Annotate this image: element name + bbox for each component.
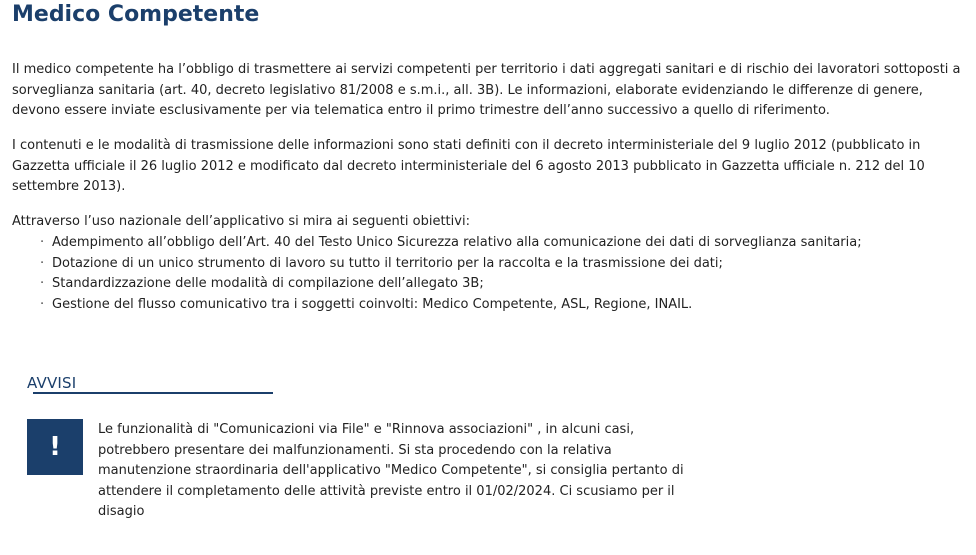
objectives-list bbox=[40, 233, 862, 315]
objectives-lead: Attraverso l’uso nazionale dell’applicativo si mira ai seguenti obiettivi: bbox=[12, 214, 470, 229]
intro-paragraph-decree: I contenuti e le modalità di trasmissione delle informazioni sono stati definiti con il decreto interministeriale del 9 luglio 2012 (pubblicato in Gazzetta ufficiale il 26 luglio 2012 e modificato dal decreto interministeriale del 6 agosto 2013 pubblicato in Gazzetta ufficiale n. 212 del 10 settembre 2013). bbox=[12, 138, 925, 194]
exclamation-icon: ! bbox=[27, 419, 83, 475]
list-item bbox=[40, 254, 862, 275]
bullet-icon: · bbox=[40, 235, 45, 250]
list-item bbox=[40, 274, 862, 295]
page-title: Medico Competente bbox=[12, 2, 260, 27]
list-item bbox=[40, 233, 862, 254]
bullet-icon: · bbox=[40, 276, 45, 291]
objective-text: Adempimento all’obbligo dell’Art. 40 del Testo Unico Sicurezza relativo alla comunicazione dei dati di sorveglianza sanitaria; bbox=[52, 235, 862, 250]
intro-paragraph-obligation: Il medico competente ha l’obbligo di trasmettere ai servizi competenti per territorio i dati aggregati sanitari e di rischio dei lavoratori sottoposti a sorveglianza sanitaria (art. 40, decreto legislativo 81/2008 e s.m.i., all. 3B). Le informazioni, elaborate evidenziando le differenze di genere, devono essere inviate esclusivamente per via telematica entro il primo trimestre dell’anno successivo a quello di riferimento. bbox=[12, 62, 961, 118]
objective-text: Gestione del flusso comunicativo tra i soggetti coinvolti: Medico Competente, ASL, Regione, INAIL. bbox=[52, 296, 693, 312]
list-item bbox=[40, 295, 862, 316]
bullet-icon: · bbox=[40, 255, 45, 271]
avvisi-section-title: AVVISI bbox=[27, 374, 77, 392]
bullet-icon: · bbox=[40, 296, 45, 312]
objective-text: Dotazione di un unico strumento di lavoro su tutto il territorio per la raccolta e la trasmissione dei dati; bbox=[52, 255, 723, 271]
objective-text: Standardizzazione delle modalità di compilazione dell’allegato 3B; bbox=[52, 276, 484, 291]
notice-text: Le funzionalità di "Comunicazioni via File" e "Rinnova associazioni" , in alcuni casi, potrebbero presentare dei malfunzionamenti. Si sta procedendo con la relativa manutenzione straordinaria dell'applicativo "Medico Competente", si consiglia pertanto di attendere il completamento delle attività previste entro il 01/02/2024. Ci scusiamo per il disagio bbox=[98, 422, 684, 519]
avvisi-title-underline bbox=[33, 392, 273, 394]
